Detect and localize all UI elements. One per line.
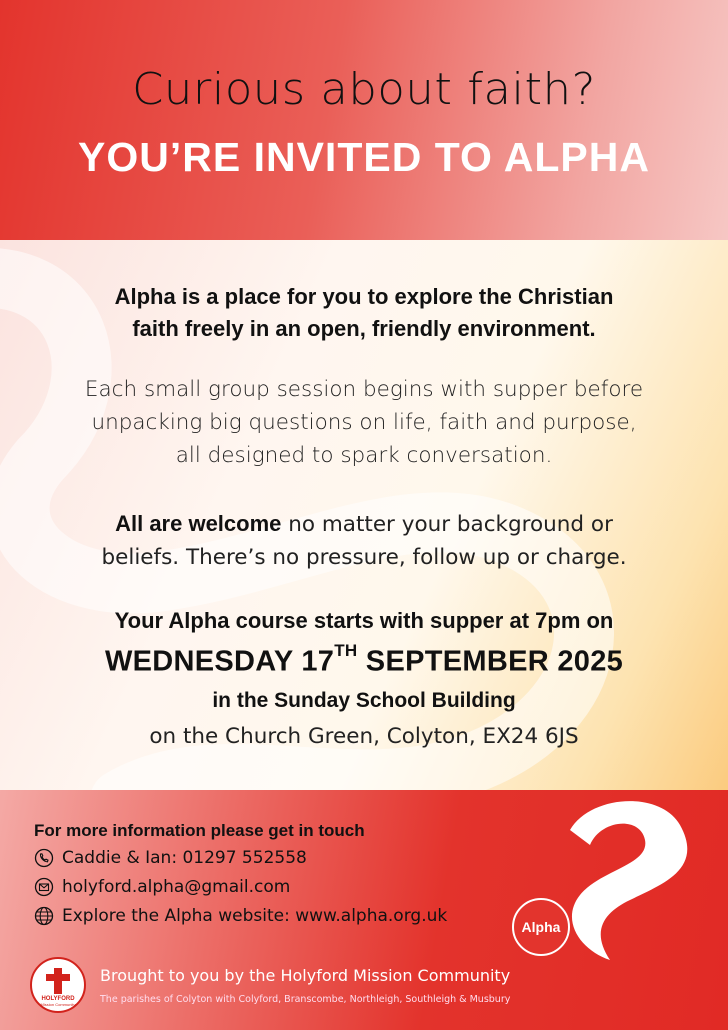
date-rest: SEPTEMBER 2025	[357, 645, 624, 678]
brought-by: Brought to you by the Holyford Mission Community	[100, 966, 511, 985]
date-suffix: TH	[334, 641, 358, 660]
course-date	[0, 641, 728, 679]
logo-text-top: HOLYFORD	[41, 996, 75, 1002]
welcome-rest: no matter your background or	[281, 512, 613, 537]
session-line: unpacking big questions on life, faith and purpose,	[91, 410, 637, 435]
welcome-line	[0, 507, 728, 541]
footer-banner	[0, 790, 728, 1030]
logo-text-bottom: Mission Community	[40, 1002, 76, 1007]
session-line: Each small group session begins with supper before	[84, 377, 644, 402]
alpha-logo-badge: Alpha	[512, 898, 570, 956]
date-day: WEDNESDAY 17	[104, 645, 335, 678]
website-link[interactable]: Explore the Alpha website: www.alpha.org.uk	[62, 906, 448, 926]
subheadline: YOU’RE INVITED TO ALPHA	[78, 134, 650, 180]
email-icon	[34, 877, 54, 897]
contact-email	[34, 877, 290, 897]
phone-text[interactable]: Caddie & Ian: 01297 552558	[62, 848, 307, 868]
contact-phone	[34, 848, 307, 868]
welcome-line: beliefs. There’s no pressure, follow up or charge.	[101, 545, 627, 570]
contact-website	[34, 906, 447, 926]
address: on the Church Green, Colyton, EX24 6JS	[149, 724, 579, 749]
start-text: Your Alpha course starts with supper at 7pm on	[114, 608, 614, 633]
welcome-bold: All are welcome	[115, 511, 282, 536]
contact-title: For more information please get in touch	[34, 821, 365, 840]
intro-line: Alpha is a place for you to explore the Christian	[114, 284, 614, 309]
session-line: all designed to spark conversation.	[175, 443, 553, 468]
globe-icon	[34, 906, 54, 926]
parishes-list: The parishes of Colyton with Colyford, Branscombe, Northleigh, Southleigh & Musbury	[100, 994, 511, 1005]
intro-line: faith freely in an open, friendly environment.	[132, 316, 596, 341]
intro-paragraph	[0, 281, 728, 345]
phone-icon	[34, 848, 54, 868]
header-banner	[0, 0, 728, 240]
main-content	[0, 240, 728, 790]
cross-logo-icon	[32, 959, 84, 1011]
email-link[interactable]: holyford.alpha@gmail.com	[62, 877, 291, 897]
venue: in the Sunday School Building	[212, 689, 516, 712]
welcome-paragraph	[0, 507, 728, 574]
session-paragraph	[0, 373, 728, 472]
holyford-logo	[30, 957, 86, 1013]
headline: Curious about faith?	[132, 64, 596, 115]
